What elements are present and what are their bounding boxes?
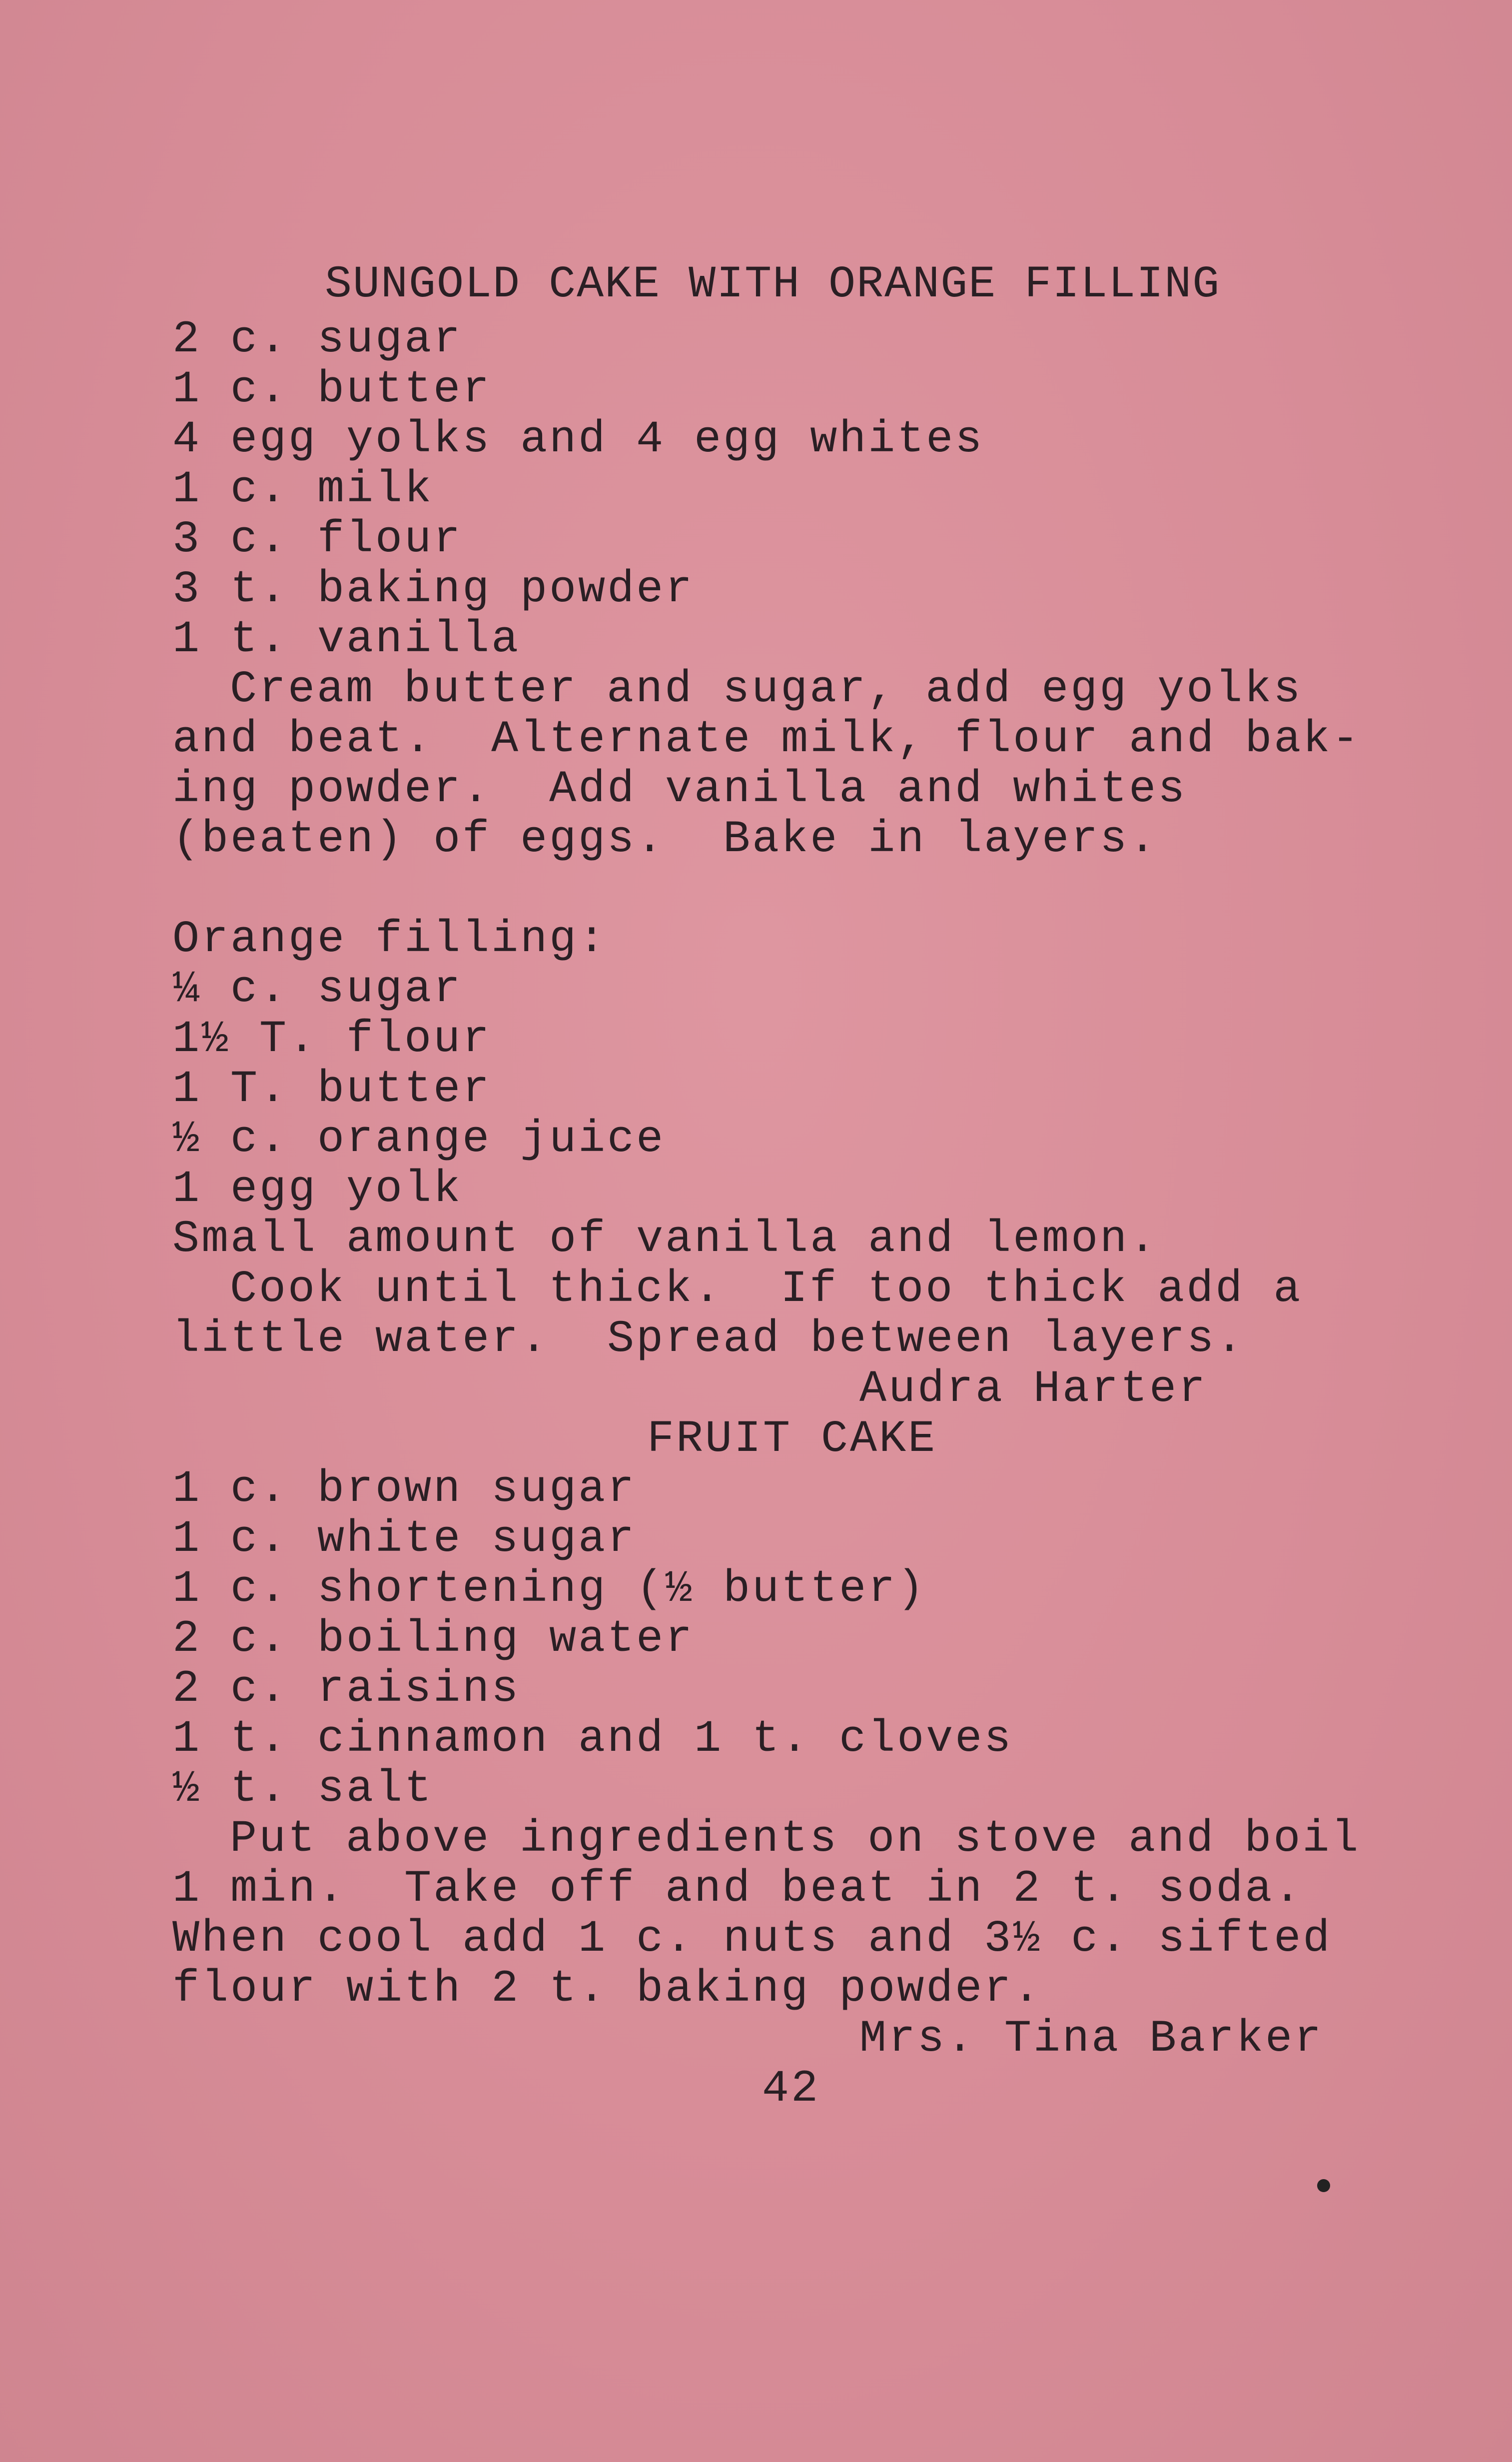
ink-spot <box>1317 2179 1330 2192</box>
ingredient-line: 4 egg yolks and 4 egg whites <box>172 414 984 465</box>
direction-line: ing powder. Add vanilla and whites <box>172 764 1187 815</box>
direction-line: When cool add 1 c. nuts and 3½ c. sifted <box>172 1914 1332 1965</box>
recipe-title-sungold: SUNGOLD CAKE WITH ORANGE FILLING <box>325 259 1221 310</box>
ingredient-line: 1 t. cinnamon and 1 t. cloves <box>172 1714 1013 1765</box>
direction-line: (beaten) of eggs. Bake in layers. <box>172 814 1158 865</box>
direction-line: Put above ingredients on stove and boil <box>230 1814 1361 1865</box>
filling-ingredient-line: ½ c. orange juice <box>172 1114 666 1165</box>
direction-line: Cream butter and sugar, add egg yolks <box>230 664 1303 715</box>
ingredient-line: 1 c. shortening (½ butter) <box>172 1564 926 1615</box>
ingredient-line: 1 c. butter <box>172 364 492 415</box>
recipe-title-fruit-cake: FRUIT CAKE <box>647 1414 937 1465</box>
ingredient-line: 1 c. white sugar <box>172 1514 637 1565</box>
filling-ingredient-line: ¼ c. sugar <box>172 964 463 1015</box>
ingredient-line: 3 c. flour <box>172 514 463 565</box>
direction-line: flour with 2 t. baking powder. <box>172 1964 1042 2015</box>
direction-line: and beat. Alternate milk, flour and bak- <box>172 714 1361 765</box>
ingredient-line: 2 c. sugar <box>172 314 463 365</box>
filling-direction-line: Cook until thick. If too thick add a <box>230 1264 1303 1315</box>
filling-ingredient-line: 1 T. butter <box>172 1064 492 1115</box>
ingredient-line: 3 t. baking powder <box>172 564 695 615</box>
ingredient-line: 1 c. milk <box>172 464 434 515</box>
ingredient-line: 1 c. brown sugar <box>172 1464 637 1515</box>
filling-ingredient-line: 1½ T. flour <box>172 1014 492 1065</box>
filling-direction-line: little water. Spread between layers. <box>172 1314 1245 1365</box>
recipe-author: Audra Harter <box>859 1364 1208 1415</box>
ingredient-line: 1 t. vanilla <box>172 614 521 665</box>
filling-ingredient-line: 1 egg yolk <box>172 1164 463 1215</box>
page-number: 42 <box>762 2064 820 2115</box>
ingredient-line: ½ t. salt <box>172 1764 434 1815</box>
filling-heading: Orange filling: <box>172 914 608 965</box>
ingredient-line: 2 c. boiling water <box>172 1614 695 1665</box>
filling-ingredient-line: Small amount of vanilla and lemon. <box>172 1214 1158 1265</box>
recipe-author: Mrs. Tina Barker <box>859 2014 1324 2065</box>
direction-line: 1 min. Take off and beat in 2 t. soda. <box>172 1864 1303 1915</box>
ingredient-line: 2 c. raisins <box>172 1664 521 1715</box>
